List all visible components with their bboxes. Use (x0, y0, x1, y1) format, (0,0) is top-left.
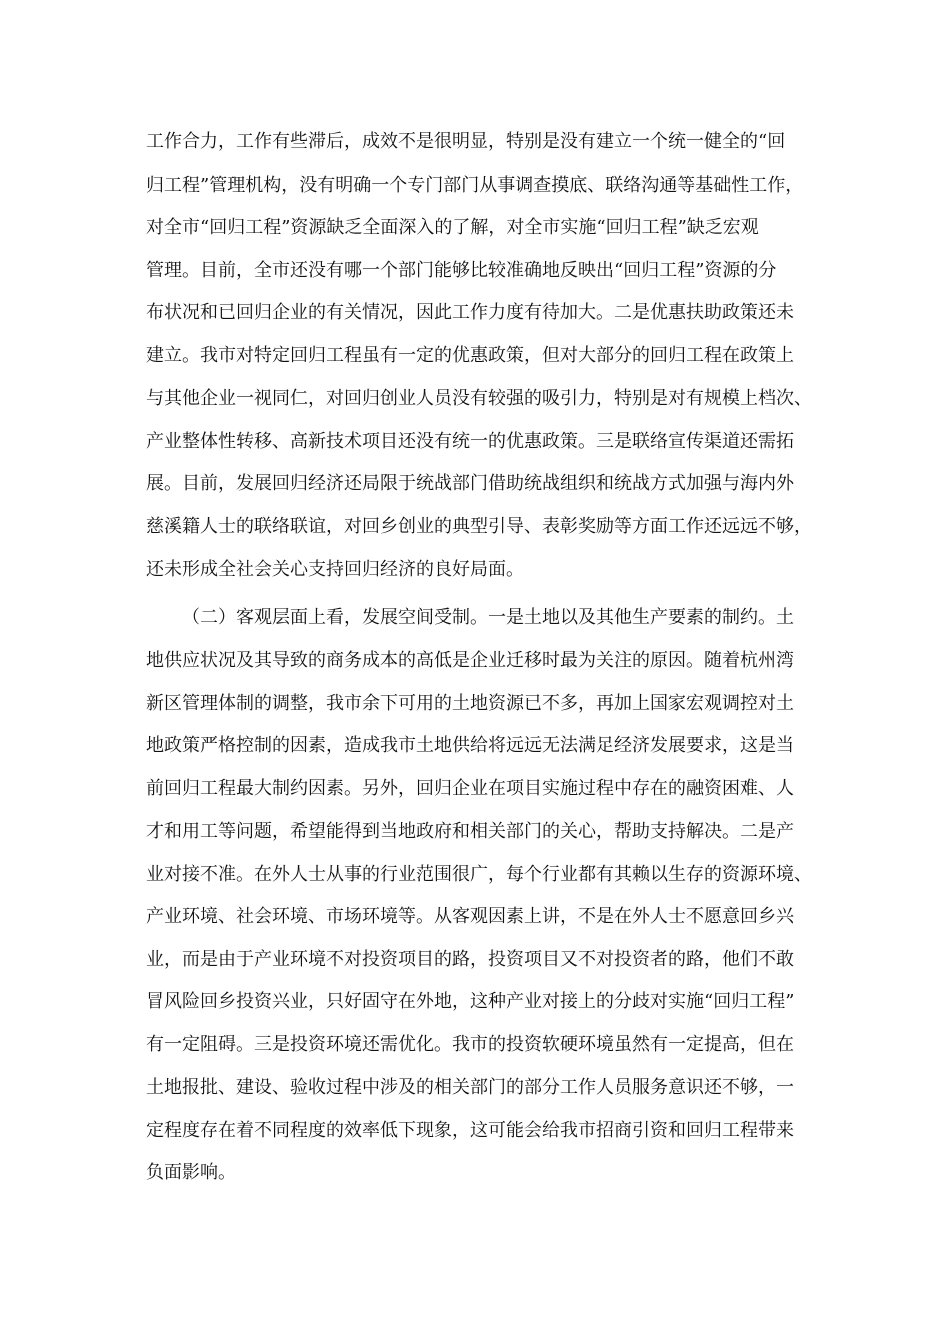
text-line: 产业整体性转移、高新技术项目还没有统一的优惠政策。三是联络宣传渠道还需拓 (146, 431, 794, 452)
text-line: 建立。我市对特定回归工程虽有一定的优惠政策，但对大部分的回归工程在政策上 (146, 345, 794, 366)
text-line: 工作合力，工作有些滞后，成效不是很明显，特别是没有建立一个统一健全的“回 (146, 131, 786, 152)
text-line: 业，而是由于产业环境不对投资项目的路，投资项目又不对投资者的路，他们不敢 (146, 949, 794, 970)
text-line: 归工程”管理机构，没有明确一个专门部门从事调查摸底、联络沟通等基础性工作， (146, 175, 804, 196)
text-line: 产业环境、社会环境、市场环境等。从客观因素上讲，不是在外人士不愿意回乡兴 (146, 906, 794, 927)
text-line: 慈溪籍人士的联络联谊，对回乡创业的典型引导、表彰奖励等方面工作还远远不够， (146, 516, 812, 537)
text-line: 新区管理体制的调整，我市余下可用的土地资源已不多，再加上国家宏观调控对土 (146, 693, 794, 714)
text-line: 还未形成全社会关心支持回归经济的良好局面。 (146, 559, 524, 580)
text-line: 地供应状况及其导致的商务成本的高低是企业迁移时最为关注的原因。随着杭州湾 (146, 650, 794, 671)
text-line: （二）客观层面上看，发展空间受制。一是土地以及其他生产要素的制约。土 (182, 607, 794, 628)
text-line: 管理。目前，全市还没有哪一个部门能够比较准确地反映出“回归工程”资源的分 (146, 260, 777, 281)
text-line: 对全市“回归工程”资源缺乏全面深入的了解，对全市实施“回归工程”缺乏宏观 (146, 217, 759, 238)
text-line: 地政策严格控制的因素，造成我市土地供给将远远无法满足经济发展要求，这是当 (146, 735, 794, 756)
text-line: 才和用工等问题，希望能得到当地政府和相关部门的关心，帮助支持解决。二是产 (146, 821, 794, 842)
text-line: 前回归工程最大制约因素。另外，回归企业在项目实施过程中存在的融资困难、人 (146, 778, 794, 799)
text-line: 布状况和已回归企业的有关情况，因此工作力度有待加大。二是优惠扶助政策还未 (146, 302, 794, 323)
text-line: 定程度存在着不同程度的效率低下现象，这可能会给我市招商引资和回归工程带来 (146, 1120, 794, 1141)
text-line: 展。目前，发展回归经济还局限于统战部门借助统战组织和统战方式加强与海内外 (146, 473, 794, 494)
text-line: 与其他企业一视同仁，对回归创业人员没有较强的吸引力，特别是对有规模上档次、 (146, 388, 812, 409)
text-line: 冒风险回乡投资兴业，只好固守在外地，这种产业对接上的分歧对实施“回归工程” (146, 991, 795, 1012)
text-line: 有一定阻碍。三是投资环境还需优化。我市的投资软硬环境虽然有一定提高，但在 (146, 1034, 794, 1055)
text-line: 负面影响。 (146, 1162, 236, 1183)
text-line: 业对接不准。在外人士从事的行业范围很广，每个行业都有其赖以生存的资源环境、 (146, 864, 812, 885)
text-line: 土地报批、建设、验收过程中涉及的相关部门的部分工作人员服务意识还不够，一 (146, 1077, 794, 1098)
